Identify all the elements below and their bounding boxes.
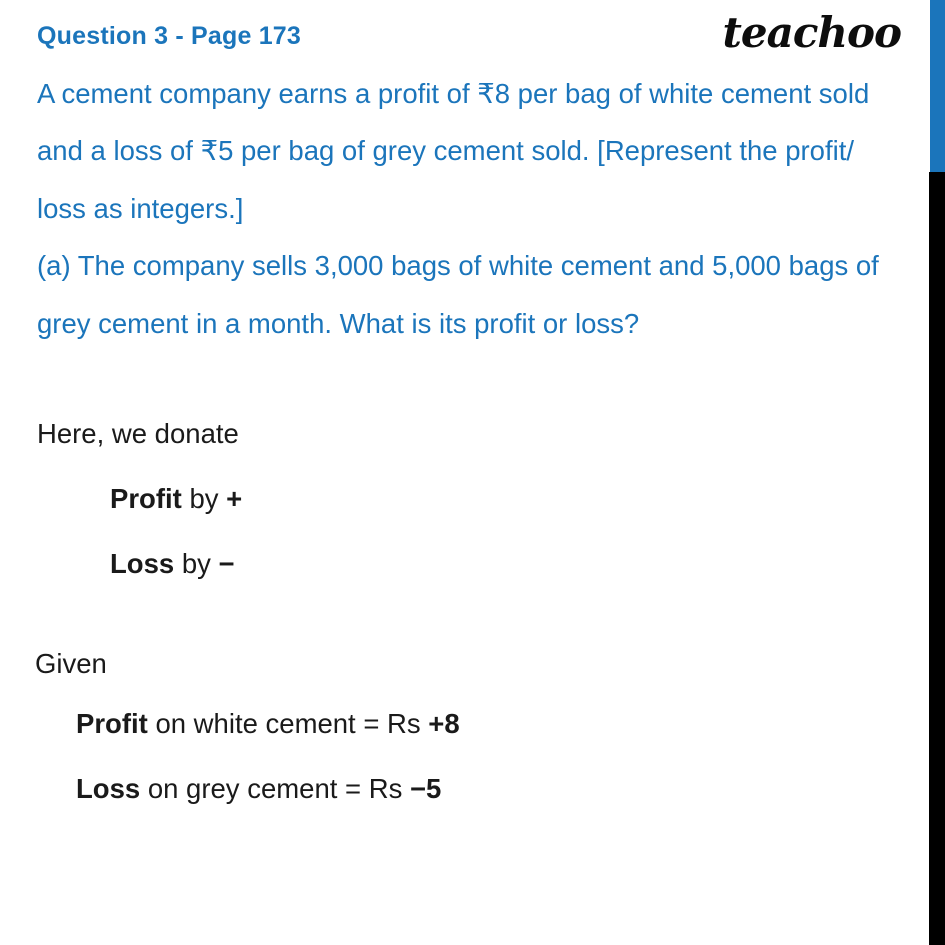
question-text — [37, 65, 930, 352]
notation-term: Profit — [110, 483, 182, 514]
notation-loss — [110, 548, 235, 580]
solution-intro — [37, 418, 239, 450]
given-heading — [35, 648, 107, 680]
question-line: grey cement in a month. What is its profit or loss? — [37, 307, 640, 339]
question-line: (a) The company sells 3,000 bags of white cement and 5,000 bags of — [37, 250, 879, 282]
given-value: +8 — [428, 708, 460, 739]
right-accent-bar-blue — [930, 0, 945, 172]
notation-term: Loss — [110, 548, 175, 579]
notation-sign: + — [226, 483, 243, 514]
page-title: Question 3 - Page 173 — [37, 22, 302, 50]
given-term: Profit — [76, 708, 148, 739]
question-line: A cement company earns a profit of ₹8 per bag of white cement sold — [37, 78, 870, 109]
given-loss-line — [76, 773, 441, 805]
intro-text: Here, we donate — [37, 418, 239, 449]
given-term: Loss — [76, 773, 141, 804]
right-accent-bar-black — [929, 172, 945, 945]
question-line: and a loss of ₹5 per bag of grey cement sold. [Represent the profit/ — [37, 135, 854, 167]
notation-profit — [110, 483, 242, 515]
given-profit-line — [76, 708, 460, 740]
notation-sign: − — [218, 548, 235, 579]
teachoo-logo: teachoo — [722, 8, 901, 57]
given-value: −5 — [409, 773, 442, 804]
notation-connector: by — [181, 483, 227, 514]
given-rest: on grey cement = Rs — [140, 773, 410, 804]
notation-connector: by — [174, 548, 219, 579]
given-heading-text: Given — [35, 648, 107, 679]
question-line: loss as integers.] — [37, 192, 244, 224]
given-rest: on white cement = Rs — [147, 708, 429, 739]
